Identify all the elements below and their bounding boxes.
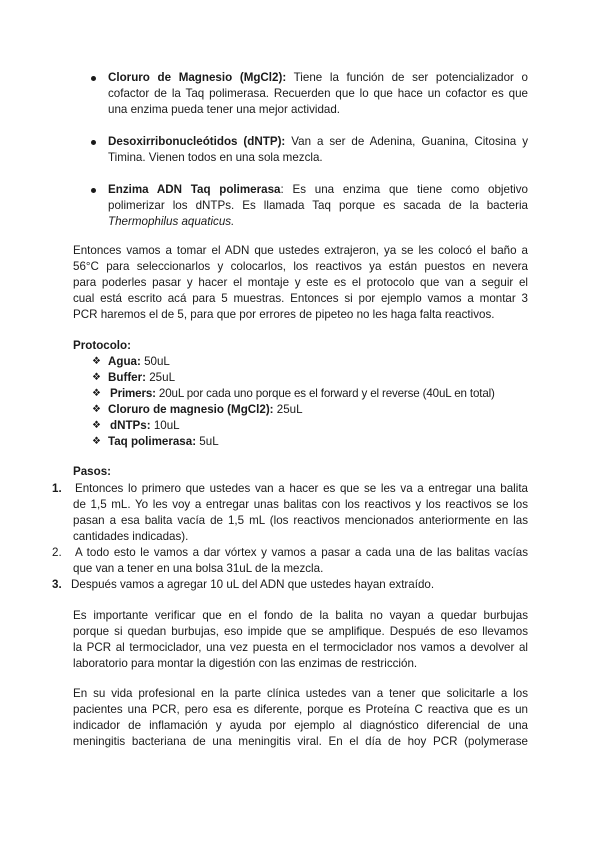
- protocolo-value: 25uL: [276, 403, 303, 416]
- protocolo-value: 20uL por cada uno porque es el forward y el reverse (40uL en total): [158, 387, 495, 400]
- step-item: [73, 481, 528, 545]
- protocolo-item: [108, 402, 303, 418]
- step-number: 1.: [52, 482, 62, 495]
- paragraph-line: 56°C para seleccionarlos y colocarlos, los reactivos ya están puestos en nevera: [73, 260, 528, 273]
- protocolo-label: Taq polimerasa:: [108, 435, 197, 448]
- diamond-bullet-icon: ❖: [92, 420, 101, 431]
- protocolo-value: 5uL: [199, 435, 219, 448]
- protocolo-label: Cloruro de magnesio (MgCl2):: [108, 403, 274, 416]
- protocolo-item: [108, 434, 219, 450]
- component-text: Timina. Vienen todos en una sola mezcla.: [108, 151, 323, 164]
- step-text: Después vamos a agregar 10 uL del ADN que ustedes hayan extraído.: [71, 578, 435, 591]
- diamond-bullet-icon: ❖: [92, 388, 101, 399]
- step-item: [71, 577, 526, 593]
- clinical-paragraph: [73, 686, 528, 750]
- protocolo-label: Agua:: [108, 355, 141, 368]
- step-text: de 1,5 mL. Yo les voy a entregar unas balitas con los reactivos y los reactivos se los: [73, 498, 528, 511]
- step-text: pasan a esa balita vacía de 1,5 mL (los reactivos mencionados anteriormente en las: [73, 514, 528, 527]
- paragraph-line: para poderles pasar y hacer el montaje y este es el protocolo que van a seguir el: [73, 276, 528, 289]
- protocolo-value: 50uL: [144, 355, 170, 368]
- intro-paragraph: [73, 243, 528, 323]
- step-number: 3.: [52, 578, 62, 591]
- step-text: A todo esto le vamos a dar vórtex y vamos a pasar a cada una de las balitas vacías: [75, 546, 528, 559]
- step-text: Entonces lo primero que ustedes van a hacer es que se les va a entregar una balita: [75, 482, 528, 495]
- protocolo-value: 10uL: [153, 419, 180, 432]
- protocolo-value: 25uL: [149, 371, 176, 384]
- pasos-heading: Pasos:: [73, 465, 112, 478]
- diamond-bullet-icon: ❖: [92, 404, 101, 415]
- component-item: [108, 70, 528, 118]
- diamond-bullet-icon: ❖: [92, 372, 101, 383]
- component-item: [108, 134, 528, 166]
- paragraph-line: PCR haremos el de 5, para que por errores de pipeteo no les haga falta reactivos.: [73, 308, 495, 321]
- diamond-bullet-icon: ❖: [92, 436, 101, 447]
- step-item: [73, 545, 528, 577]
- component-item: [108, 182, 528, 230]
- component-text: cofactor de la Taq polimerasa. Recuerden que lo que hace un cofactor es que: [108, 87, 528, 100]
- bacteria-name: Thermophilus aquaticus.: [108, 215, 235, 228]
- protocolo-item: [110, 386, 495, 402]
- diamond-bullet-icon: ❖: [92, 356, 101, 367]
- step-number: 2.: [52, 546, 62, 559]
- step-text: que van a tener en una bolsa 31uL de la mezcla.: [73, 562, 324, 575]
- paragraph-line: porque si quedan burbujas, eso impide que se amplifique. Después de eso llevamos: [73, 625, 528, 638]
- component-text: una enzima pueda tener una mejor actividad.: [108, 103, 341, 116]
- component-name: Desoxirribonucleótidos (dNTP):: [108, 135, 286, 148]
- protocolo-item: [108, 354, 170, 370]
- protocolo-heading: Protocolo:: [73, 339, 131, 352]
- protocolo-label: Buffer:: [108, 371, 146, 384]
- component-text: Tiene la función de ser potencializador o: [293, 71, 529, 84]
- component-name: Cloruro de Magnesio (MgCl2):: [108, 71, 287, 84]
- paragraph-line: meningitis bacteriana de una meningitis viral. En el día de hoy PCR (polymerase: [73, 735, 528, 748]
- component-text: polimerizar los dNTPs. Es llamada Taq porque es sacada de la bacteria: [108, 199, 528, 212]
- verification-paragraph: [73, 608, 528, 672]
- bullet-dot: [91, 140, 96, 145]
- protocolo-label: dNTPs:: [110, 419, 151, 432]
- paragraph-line: cual está escrito acá para 5 muestras. Entonces si por ejemplo vamos a montar 3: [73, 292, 528, 305]
- paragraph-line: la PCR al termociclador, una vez puesta en el termociclador nos vamos a devolver al: [73, 641, 528, 654]
- paragraph-line: indicador de inflamación y ayuda por ejemplo al diagnóstico diferencial de una: [73, 719, 528, 732]
- step-text: cantidades indicadas).: [73, 530, 189, 543]
- paragraph-line: Entonces vamos a tomar el ADN que ustedes extrajeron, ya se les colocó el baño a: [73, 244, 528, 257]
- component-name: Enzima ADN Taq polimerasa: [108, 183, 281, 196]
- bullet-dot: [91, 188, 96, 193]
- component-text: : Es una enzima que tiene como objetivo: [280, 183, 528, 196]
- bullet-dot: [91, 76, 96, 81]
- paragraph-line: pacientes una PCR, pero esa es diferente, porque es Proteína C reactiva que es un: [73, 703, 528, 716]
- component-text: Van a ser de Adenina, Guanina, Citosina y: [291, 135, 528, 148]
- protocolo-item: [108, 370, 175, 386]
- paragraph-line: laboratorio para montar la digestión con las enzimas de restricción.: [73, 657, 418, 670]
- paragraph-line: En su vida profesional en la parte clínica ustedes van a tener que solicitarle a los: [73, 687, 528, 700]
- protocolo-label: Primers:: [110, 387, 156, 400]
- paragraph-line: Es importante verificar que en el fondo de la balita no vayan a quedar burbujas: [73, 609, 528, 622]
- protocolo-item: [110, 418, 180, 434]
